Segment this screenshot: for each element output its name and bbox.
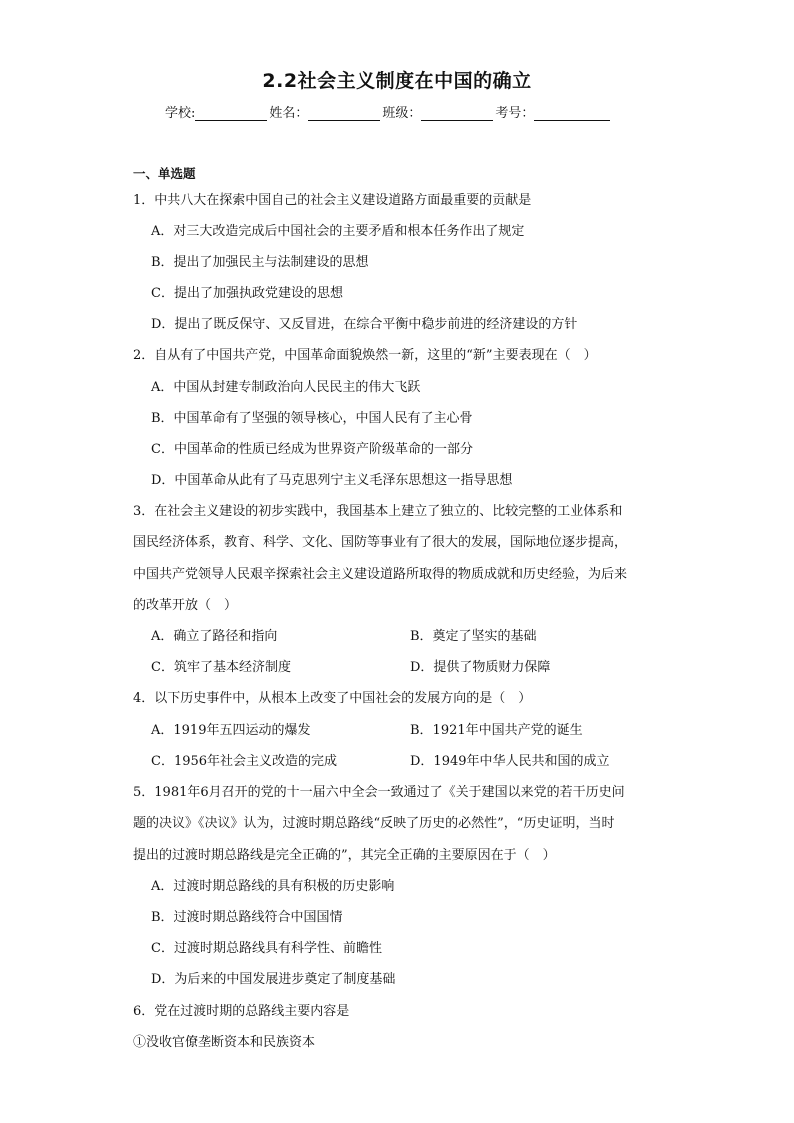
name-label: 姓名：	[269, 106, 309, 121]
question-3-option-b: B．奠定了坚实的基础	[410, 629, 537, 644]
question-5-stem-line-1: 5．1981年6月召开的党的十一届六中全会一致通过了《关于建国以来党的若干历史问	[133, 785, 625, 800]
question-3-stem-line-4: 的改革开放（ ）	[133, 598, 238, 613]
question-5-stem-line-3: 提出的过渡时期总路线是完全正确的”，其完全正确的主要原因在于（ ）	[133, 848, 556, 863]
question-3-option-d: D．提供了物质财力保障	[410, 660, 551, 675]
question-3-stem-line-2: 国民经济体系，教育、科学、文化、国防等事业有了很大的发展，国际地位逐步提高，	[133, 535, 628, 550]
name-blank[interactable]	[308, 106, 380, 121]
question-5-option-a: A．过渡时期总路线的具有积极的历史影响	[151, 879, 395, 894]
question-1-option-d: D．提出了既反保守、又反冒进，在综合平衡中稳步前进的经济建设的方针	[151, 317, 578, 332]
question-1-option-c: C．提出了加强执政党建设的思想	[151, 286, 343, 301]
question-2-option-d: D．中国革命从此有了马克思列宁主义毛泽东思想这一指导思想	[151, 473, 513, 488]
question-1-option-a: A．对三大改造完成后中国社会的主要矛盾和根本任务作出了规定	[151, 224, 525, 239]
question-2-option-b: B．中国革命有了坚强的领导核心，中国人民有了主心骨	[151, 411, 473, 426]
question-4-option-d: D．1949年中华人民共和国的成立	[410, 754, 610, 769]
class-blank[interactable]	[421, 106, 493, 121]
school-label: 学校:	[165, 106, 196, 121]
section-heading: 一、单选题	[133, 166, 196, 181]
question-2-option-c: C．中国革命的性质已经成为世界资产阶级革命的一部分	[151, 442, 473, 457]
question-2-stem: 2．自从有了中国共产党，中国革命面貌焕然一新，这里的“新”主要表现在（ ）	[133, 348, 597, 363]
question-3-option-a: A．确立了路径和指向	[151, 629, 278, 644]
question-3-option-c: C．筑牢了基本经济制度	[151, 660, 291, 675]
question-4-option-c: C．1956年社会主义改造的完成	[151, 754, 338, 769]
exam-no-label: 考号：	[495, 106, 535, 121]
school-blank[interactable]	[195, 106, 267, 121]
exam-no-blank[interactable]	[534, 106, 610, 121]
question-4-stem: 4．以下历史事件中，从根本上改变了中国社会的发展方向的是（ ）	[133, 691, 532, 706]
question-5-stem-line-2: 题的决议》《决议》认为，过渡时期总路线“反映了历史的必然性”，“历史证明，当时	[133, 816, 615, 831]
question-2-option-a: A．中国从封建专制政治向人民民主的伟大飞跃	[151, 380, 421, 395]
question-5-option-b: B．过渡时期总路线符合中国国情	[151, 910, 343, 925]
page-title: 2.2社会主义制度在中国的确立	[262, 70, 532, 92]
question-3-stem-line-1: 3．在社会主义建设的初步实践中，我国基本上建立了独立的、比较完整的工业体系和	[133, 504, 623, 519]
question-5-option-c: C．过渡时期总路线具有科学性、前瞻性	[151, 941, 382, 956]
question-4-option-b: B．1921年中国共产党的诞生	[410, 723, 583, 738]
class-label: 班级：	[382, 106, 422, 121]
student-info-row	[165, 102, 612, 121]
question-6-item-1: ①没收官僚垄断资本和民族资本	[133, 1035, 316, 1050]
question-4-option-a: A．1919年五四运动的爆发	[151, 723, 311, 738]
question-1-option-b: B．提出了加强民主与法制建设的思想	[151, 255, 369, 270]
question-3-stem-line-3: 中国共产党领导人民艰辛探索社会主义建设道路所取得的物质成就和历史经验，为后来	[133, 567, 628, 582]
question-5-option-d: D．为后来的中国发展进步奠定了制度基础	[151, 972, 396, 987]
question-1-stem: 1．中共八大在探索中国自己的社会主义建设道路方面最重要的贡献是	[133, 193, 532, 208]
question-6-stem: 6．党在过渡时期的总路线主要内容是	[133, 1004, 350, 1019]
